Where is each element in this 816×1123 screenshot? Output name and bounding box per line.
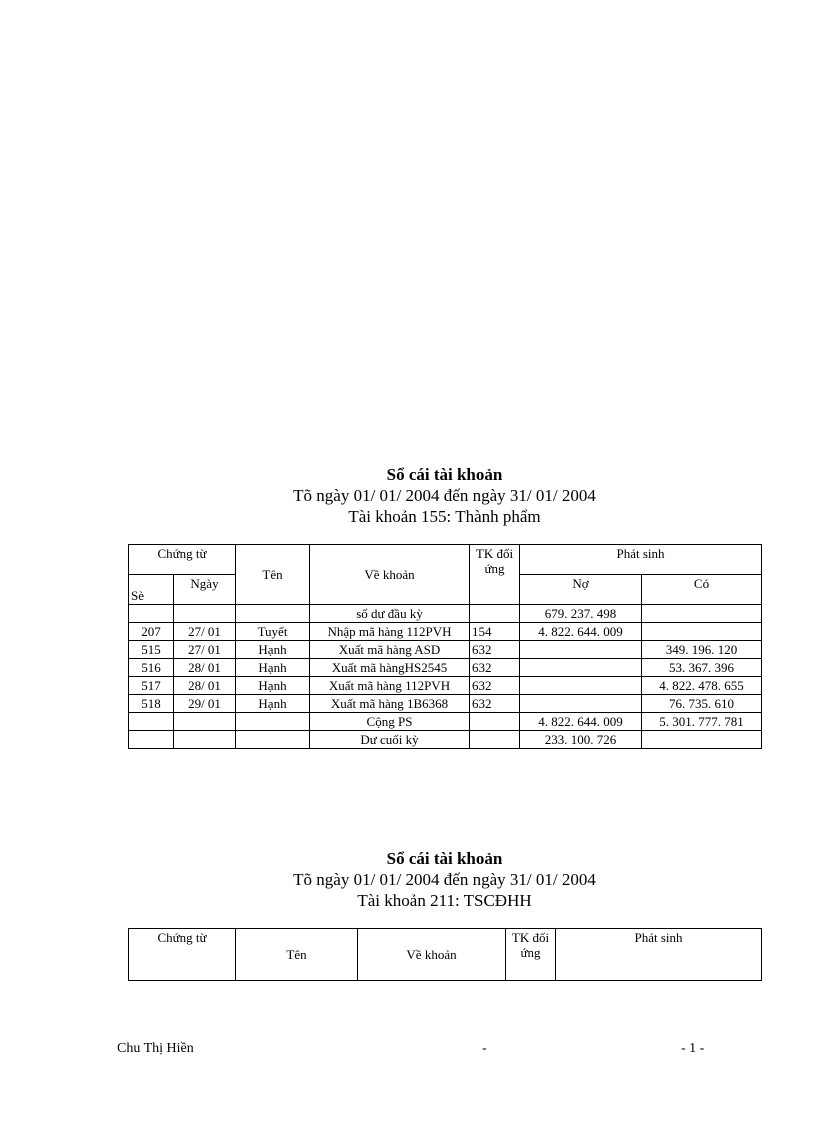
- ledger2-header-phat-sinh: Phát sinh: [556, 929, 762, 981]
- cell-ten: Hạnh: [236, 659, 310, 677]
- ledger2-table: [128, 928, 762, 981]
- cell-ngay: 28/ 01: [174, 677, 236, 695]
- cell-ten: [236, 605, 310, 623]
- cell-ve-khoan: Xuất mã hàng 112PVH: [310, 677, 470, 695]
- footer-author: Chu Thị Hiền: [117, 1041, 194, 1056]
- header-phat-sinh: Phát sinh: [520, 545, 762, 575]
- cell-ve-khoan: Cộng PS: [310, 713, 470, 731]
- cell-no: 233. 100. 726: [520, 731, 642, 749]
- ledger1-table: [128, 544, 762, 749]
- cell-ngay: 29/ 01: [174, 695, 236, 713]
- table-row: [129, 731, 762, 749]
- cell-ve-khoan: Xuất mã hàng 1B6368: [310, 695, 470, 713]
- cell-no: [520, 641, 642, 659]
- cell-ve-khoan: Xuất mã hàng ASD: [310, 641, 470, 659]
- cell-co: [642, 605, 762, 623]
- cell-tk: [470, 605, 520, 623]
- cell-co: [642, 623, 762, 641]
- cell-so: 516: [129, 659, 174, 677]
- cell-ten: [236, 731, 310, 749]
- header-ten: Tên: [236, 545, 310, 605]
- cell-ngay: [174, 713, 236, 731]
- table-row: [129, 641, 762, 659]
- cell-tk: [470, 731, 520, 749]
- cell-so: [129, 731, 174, 749]
- header-co: Có: [642, 575, 762, 605]
- table-row: [129, 713, 762, 731]
- cell-ten: Tuyết: [236, 623, 310, 641]
- ledger2-title-block: [128, 848, 761, 911]
- ledger2-title: Sổ cái tài khoản: [386, 849, 503, 868]
- table-row: [129, 659, 762, 677]
- ledger1-body: [129, 605, 762, 749]
- cell-ten: Hạnh: [236, 641, 310, 659]
- cell-ten: Hạnh: [236, 677, 310, 695]
- cell-ngay: 27/ 01: [174, 623, 236, 641]
- cell-ve-khoan: Xuất mã hàngHS2545: [310, 659, 470, 677]
- ledger1-account: Tài khoản 155: Thành phẩm: [348, 507, 541, 526]
- cell-so: [129, 605, 174, 623]
- ledger2-period: Tõ ngày 01/ 01/ 2004 đến ngày 31/ 01/ 2004: [293, 870, 596, 889]
- cell-no: [520, 695, 642, 713]
- cell-no: 679. 237. 498: [520, 605, 642, 623]
- header-so: Sè: [129, 575, 174, 605]
- table-row: [129, 605, 762, 623]
- cell-ngay: [174, 731, 236, 749]
- cell-ve-khoan: Nhập mã hàng 112PVH: [310, 623, 470, 641]
- cell-so: 518: [129, 695, 174, 713]
- cell-so: [129, 713, 174, 731]
- ledger1-title: Sổ cái tài khoản: [386, 465, 503, 484]
- cell-ngay: [174, 605, 236, 623]
- cell-ngay: 27/ 01: [174, 641, 236, 659]
- cell-so: 207: [129, 623, 174, 641]
- cell-co: 5. 301. 777. 781: [642, 713, 762, 731]
- cell-tk: 632: [470, 695, 520, 713]
- ledger2-header-ve-khoan: Về khoản: [358, 929, 506, 981]
- header-no: Nợ: [520, 575, 642, 605]
- table-row: [129, 623, 762, 641]
- header-ngay: Ngày: [174, 575, 236, 605]
- cell-tk: [470, 713, 520, 731]
- cell-tk: 632: [470, 677, 520, 695]
- cell-tk: 632: [470, 641, 520, 659]
- ledger1-period: Tõ ngày 01/ 01/ 2004 đến ngày 31/ 01/ 2004: [293, 486, 596, 505]
- cell-no: 4. 822. 644. 009: [520, 623, 642, 641]
- cell-ten: Hạnh: [236, 695, 310, 713]
- header-tk-doi-ung: TK đối ứng: [470, 545, 520, 605]
- cell-co: 349. 196. 120: [642, 641, 762, 659]
- cell-ten: [236, 713, 310, 731]
- cell-ngay: 28/ 01: [174, 659, 236, 677]
- ledger2-header-chung-tu: Chứng từ: [129, 929, 236, 981]
- cell-ve-khoan: Dư cuối kỳ: [310, 731, 470, 749]
- ledger2-account: Tài khoản 211: TSCĐHH: [357, 891, 532, 910]
- cell-no: [520, 659, 642, 677]
- header-chung-tu: Chứng từ: [129, 545, 236, 575]
- cell-co: [642, 731, 762, 749]
- ledger2-header-tk-doi-ung: TK đối ứng: [506, 929, 556, 981]
- cell-tk: 154: [470, 623, 520, 641]
- header-ve-khoan: Về khoản: [310, 545, 470, 605]
- cell-co: 53. 367. 396: [642, 659, 762, 677]
- table-row: [129, 695, 762, 713]
- cell-no: [520, 677, 642, 695]
- ledger2-header-ten: Tên: [236, 929, 358, 981]
- ledger1-title-block: [128, 464, 761, 527]
- cell-ve-khoan: số dư đầu kỳ: [310, 605, 470, 623]
- table-row: [129, 677, 762, 695]
- cell-co: 76. 735. 610: [642, 695, 762, 713]
- cell-so: 517: [129, 677, 174, 695]
- cell-co: 4. 822. 478. 655: [642, 677, 762, 695]
- cell-so: 515: [129, 641, 174, 659]
- footer-center: -: [482, 1041, 487, 1056]
- footer-page-number: - 1 -: [681, 1041, 705, 1056]
- cell-no: 4. 822. 644. 009: [520, 713, 642, 731]
- cell-tk: 632: [470, 659, 520, 677]
